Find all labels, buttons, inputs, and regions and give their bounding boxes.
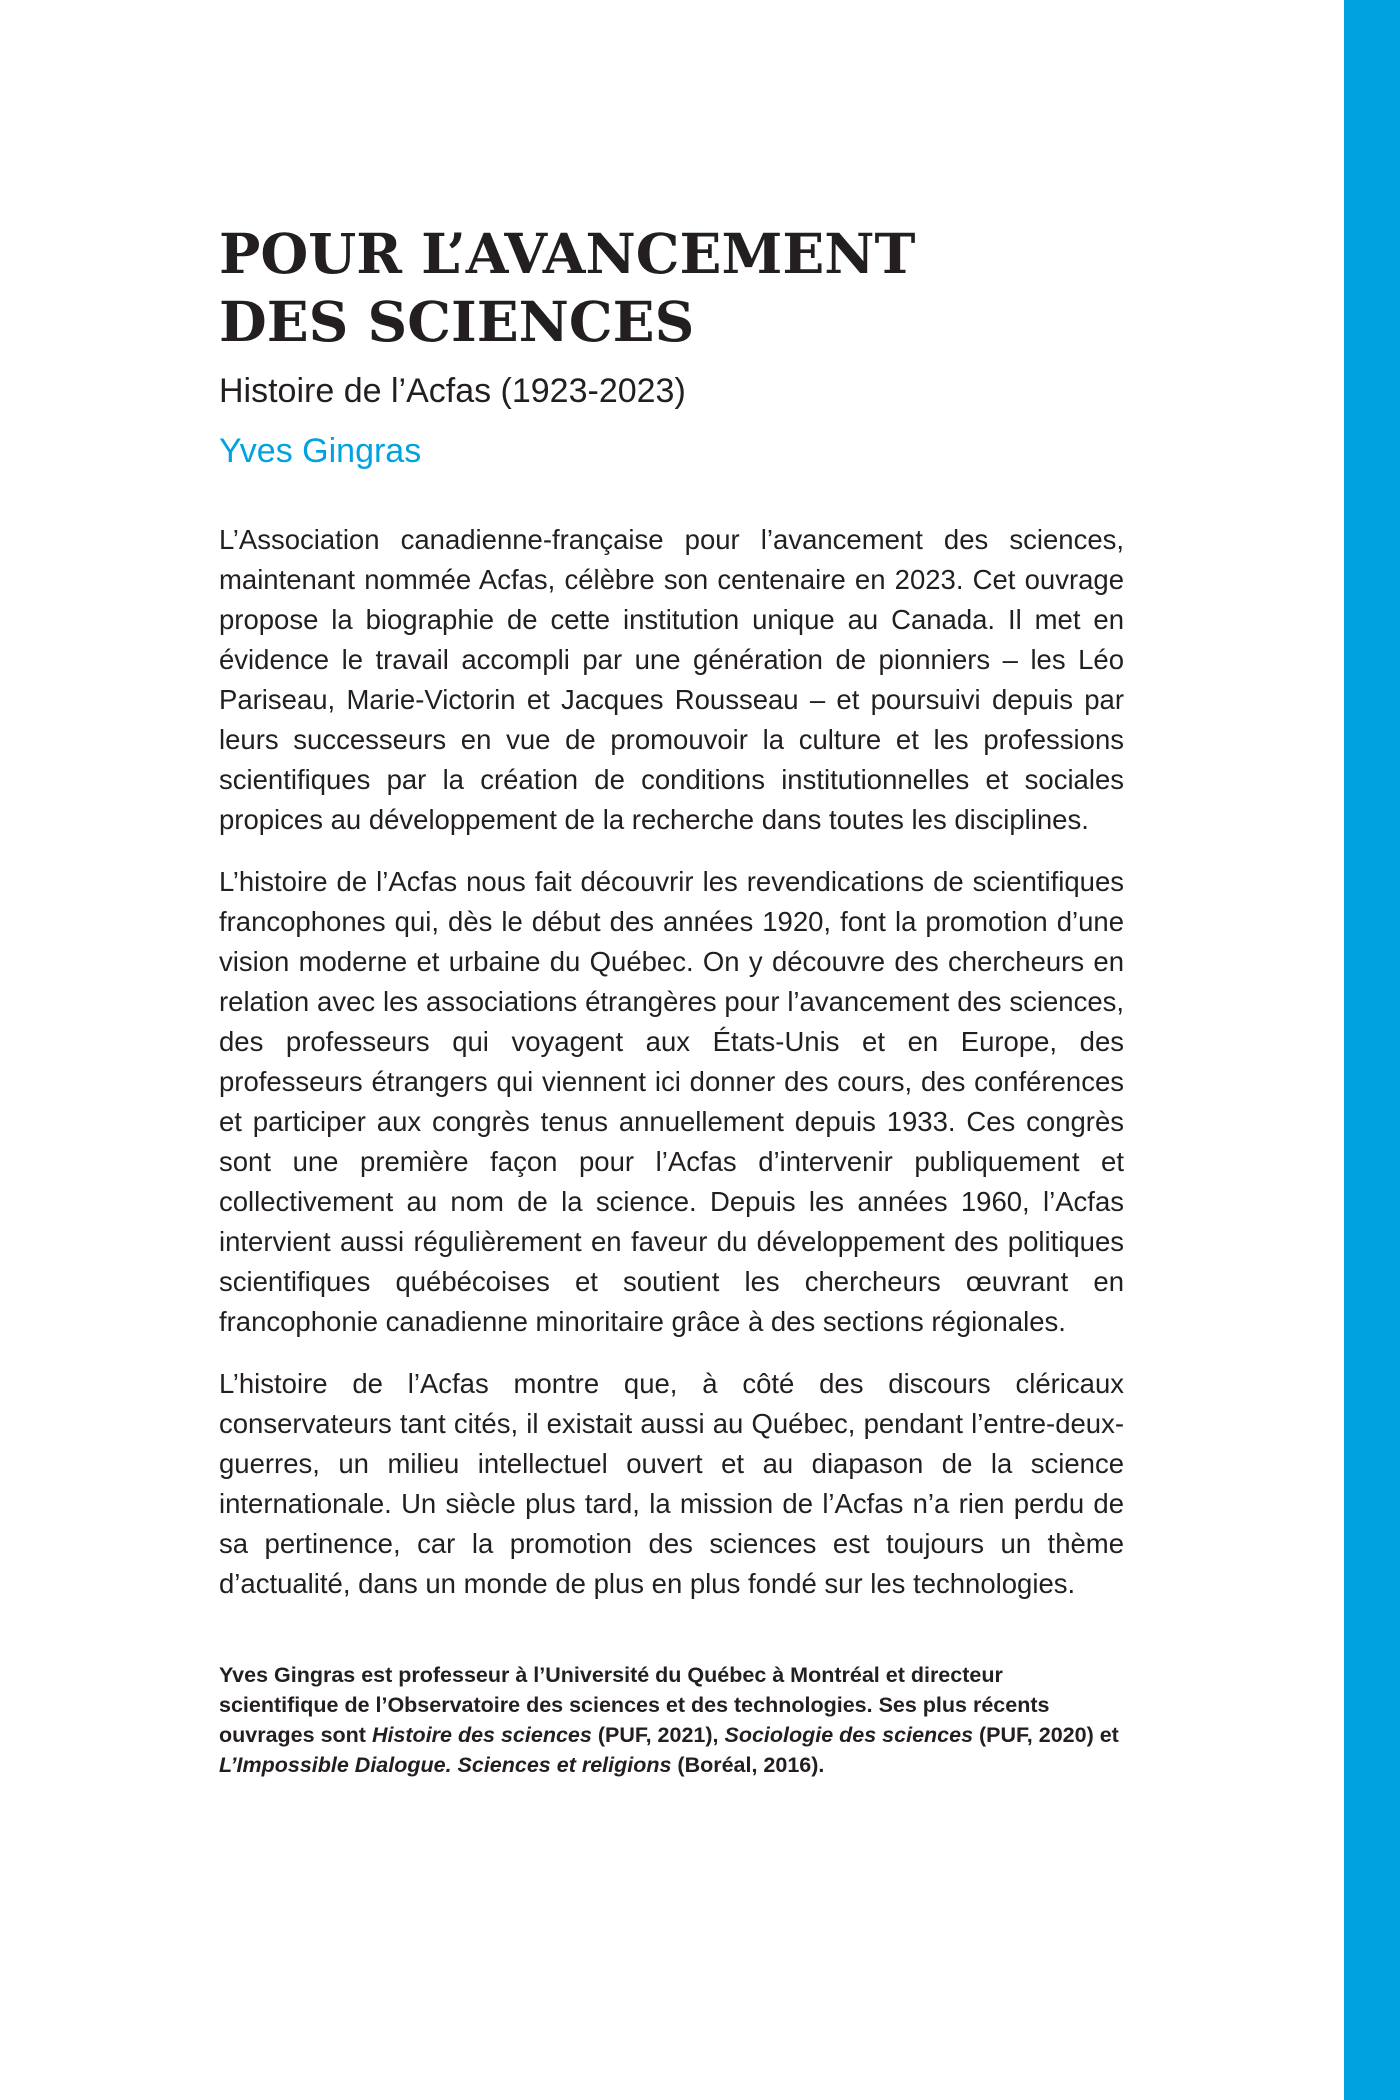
- bio-intro: Yves Gingras est professeur à l’Université du Québec à Montréal et directeur scientifique de l’Observatoire des sciences et des technologies. Ses plus récents ouvrages sont: [219, 1663, 1050, 1747]
- bio-work-1: Histoire des sciences: [371, 1723, 592, 1747]
- book-title: [219, 220, 1124, 356]
- summary-paragraph: L’histoire de l’Acfas nous fait découvrir les revendications de scientifiques francophones qui, dès le début des années 1920, font la promotion d’une vision moderne et urbaine du Québec. On y découvre des chercheurs en relation avec les associations étrangères pour l’avancement des sciences, des professeurs qui voyagent aux États-Unis et en Europe, des professeurs étrangers qui viennent ici donner des cours, des conférences et participer aux congrès tenus annuellement depuis 1933. Ces congrès sont une première façon pour l’Acfas d’intervenir publiquement et collectivement au nom de la science. Depuis les années 1960, l’Acfas intervient aussi régulièrement en faveur du développement des politiques scientifiques québécoises et soutient les chercheurs œuvrant en francophonie canadienne minoritaire grâce à des sections régionales.: [219, 866, 1124, 1337]
- summary: [219, 520, 1124, 1604]
- author-name: Yves Gingras: [219, 432, 422, 470]
- title-line-2: DES SCIENCES: [219, 289, 695, 354]
- book-subtitle: Histoire de l’Acfas (1923-2023): [219, 372, 686, 410]
- bio-work-3: L’Impossible Dialogue. Sciences et religions: [219, 1753, 672, 1777]
- bio-sep-2: (PUF, 2020) et: [973, 1723, 1119, 1747]
- cover-content: [219, 220, 1124, 1780]
- author-bio: [219, 1660, 1124, 1780]
- summary-paragraph: L’histoire de l’Acfas montre que, à côté des discours cléricaux conservateurs tant cités, il existait aussi au Québec, pendant l’entre-deux-guerres, un milieu intellectuel ouvert et au diapason de la science internationale. Un siècle plus tard, la mission de l’Acfas n’a rien perdu de sa pertinence, car la promotion des sciences est toujours un thème d’actualité, dans un monde de plus en plus fondé sur les technologies.: [219, 1368, 1124, 1599]
- summary-paragraph: L’Association canadienne-française pour l’avancement des sciences, maintenant nommée Acfas, célèbre son centenaire en 2023. Cet ouvrage propose la biographie de cette institution unique au Canada. Il met en évidence le travail accompli par une génération de pionniers – les Léo Pariseau, Marie-Victorin et Jacques Rousseau – et poursuivi depuis par leurs successeurs en vue de promouvoir la culture et les professions scientifiques par la création de conditions institutionnelles et sociales propices au développement de la recherche dans toutes les disciplines.: [219, 524, 1124, 835]
- title-line-1: POUR L’AVANCEMENT: [219, 221, 916, 286]
- bio-work-2: Sociologie des sciences: [724, 1723, 974, 1747]
- bio-outro: (Boréal, 2016).: [671, 1753, 825, 1777]
- accent-stripe: [1344, 0, 1400, 2100]
- bio-sep-1: (PUF, 2021),: [591, 1723, 725, 1747]
